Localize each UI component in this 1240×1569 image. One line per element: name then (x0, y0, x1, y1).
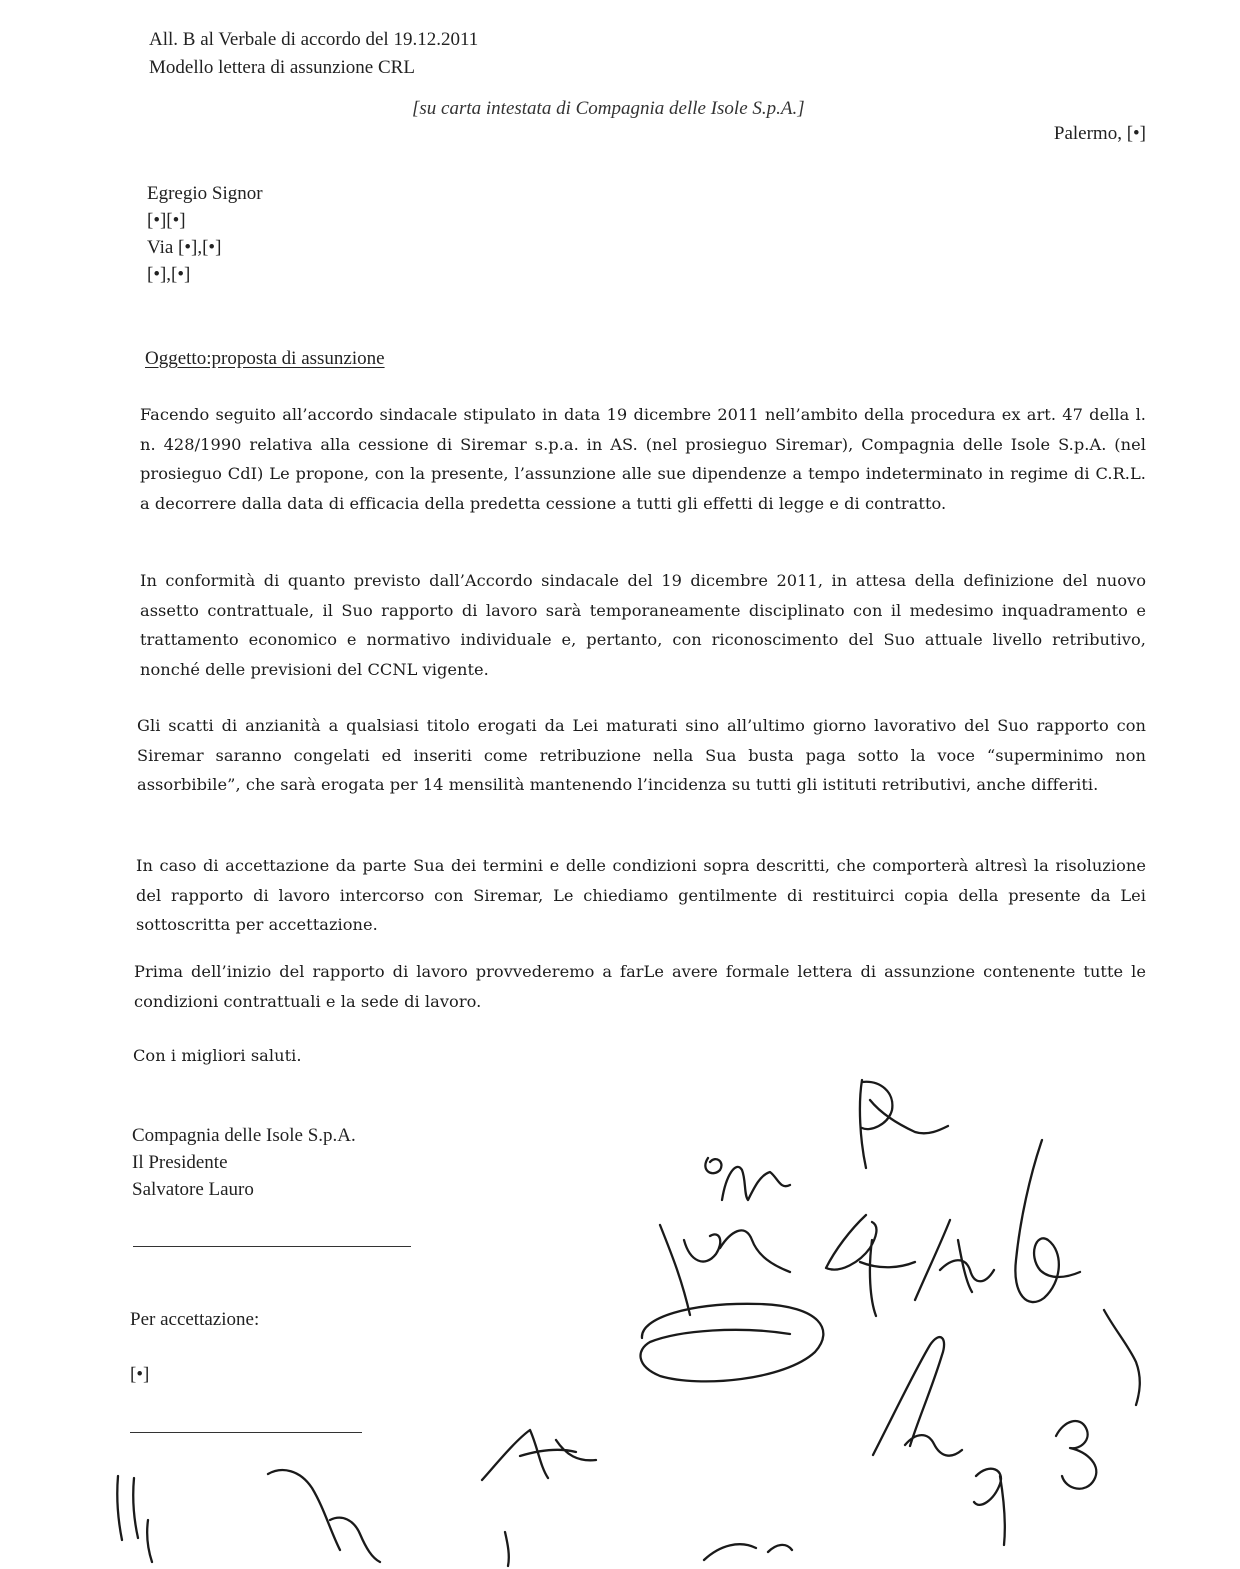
closing-line: Con i migliori saluti. (133, 1046, 302, 1065)
body-paragraph-4 (136, 851, 1146, 940)
body-paragraph-1 (140, 400, 1146, 518)
acceptance-signature-line (130, 1432, 362, 1433)
body-paragraph-3 (137, 711, 1146, 800)
signatory-role: Il Presidente (132, 1152, 228, 1173)
acceptance-label: Per accettazione: (130, 1309, 260, 1330)
signatory-block (132, 1122, 356, 1203)
handwritten-signature (117, 1476, 152, 1562)
annex-reference: All. B al Verbale di accordo del 19.12.2011 (149, 29, 479, 50)
handwritten-signature (505, 1532, 509, 1566)
place-date: Palermo, [•] (1053, 123, 1146, 144)
handwritten-signature (660, 1225, 790, 1315)
handwritten-signature (704, 1544, 792, 1560)
handwritten-signature (915, 1220, 994, 1300)
signatory-name: Salvatore Lauro (132, 1179, 254, 1200)
handwritten-signature (1056, 1421, 1096, 1489)
signatory-company: Compagnia delle Isole S.p.A. (132, 1125, 356, 1146)
paragraph-text: In caso di accettazione da parte Sua dei termini e delle condizioni sopra descritti, che comporterà altresì la risoluzione del rapporto di lavoro intercorso con Siremar, Le chiediamo gentilmente di restituirci copia della presente da Lei sottoscritta per accettazione. (136, 856, 1146, 934)
paragraph-text: In conformità di quanto previsto dall’Accordo sindacale del 19 dicembre 2011, in attesa della definizione del nuovo assetto contrattuale, il Suo rapporto di lavoro sarà temporaneamente disciplinato con il medesimo inquadramento e trattamento economico e normativo individuale e, pertanto, con riconoscimento del Suo attuale livello retributivo, nonché delle previsioni del CCNL vigente. (140, 571, 1146, 679)
recipient-street: Via [•],[•] (147, 237, 222, 258)
recipient-salutation: Egregio Signor (147, 183, 263, 204)
recipient-name: [•][•] (147, 210, 186, 231)
paragraph-text: Prima dell’inizio del rapporto di lavoro provvederemo a farLe avere formale lettera di assunzione contenente tutte le condizioni contrattuali e la sede di lavoro. (134, 962, 1146, 1011)
paragraph-text: Facendo seguito all’accordo sindacale stipulato in data 19 dicembre 2011 nell’ambito della procedura ex art. 47 della l. n. 428/1990 relativa alla cessione di Siremar s.p.a. in AS. (nel prosieguo Siremar), Compagnia delle Isole S.p.A. (nel prosieguo CdI) Le propone, con la presente, l’assunzione alle sue dipendenze a tempo indeterminato in regime di C.R.L. a decorrere dalla data di efficacia della predetta cessione a tutti gli effetti di legge e di contratto. (140, 405, 1146, 513)
handwritten-signature (1015, 1140, 1080, 1302)
subject-line: Oggetto:proposta di assunzione (145, 348, 385, 369)
president-signature-line (133, 1246, 411, 1247)
handwritten-signature (641, 1304, 824, 1382)
body-paragraph-5 (134, 957, 1146, 1016)
handwritten-signature (482, 1430, 596, 1480)
handwritten-signature (1104, 1310, 1140, 1405)
document-title: Modello lettera di assunzione CRL (149, 57, 415, 78)
handwritten-signature (860, 1080, 948, 1168)
recipient-city: [•],[•] (147, 264, 191, 285)
handwritten-signature (974, 1469, 1005, 1545)
handwritten-signature (705, 1158, 790, 1200)
handwritten-signature (873, 1337, 962, 1456)
body-paragraph-2 (140, 566, 1146, 684)
handwritten-signature (826, 1215, 915, 1316)
handwritten-signature (268, 1470, 380, 1562)
letterhead-note: [su carta intestata di Compagnia delle Isole S.p.A.] (412, 98, 805, 119)
paragraph-text: Gli scatti di anzianità a qualsiasi titolo erogati da Lei maturati sino all’ultimo giorno lavorativo del Suo rapporto con Siremar saranno congelati ed inseriti come retribuzione nella Sua busta paga sotto la voce “superminimo non assorbibile”, che sarà erogata per 14 mensilità mantenendo l’incidenza su tutti gli istituti retributivi, anche differiti. (137, 716, 1146, 794)
acceptance-name: [•] (130, 1364, 150, 1385)
recipient-block (147, 180, 263, 288)
